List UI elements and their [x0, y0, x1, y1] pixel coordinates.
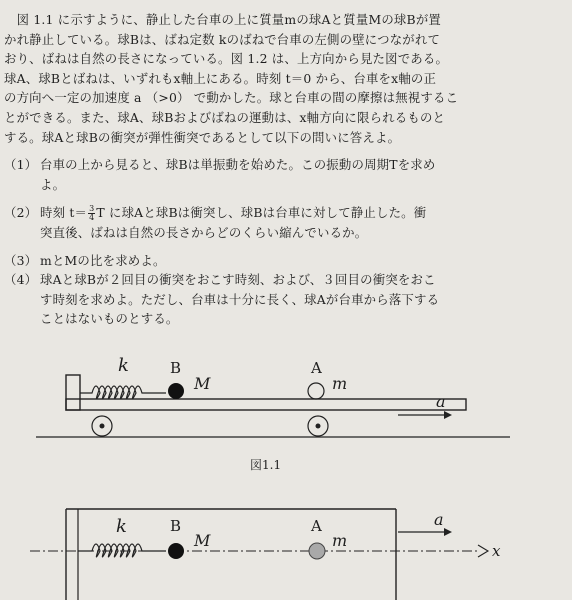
fraction-three-quarters: $\frac{3}{4}$ — [89, 204, 95, 222]
accel-arrowhead — [444, 411, 452, 419]
intro-paragraph — [4, 10, 544, 147]
x-axis-label: x — [492, 542, 501, 560]
question-1-line-2: よ。 — [40, 176, 66, 192]
intro-line-4: 球A、球Bとばねは、いずれもx軸上にある。時刻 t＝0 から、台車をx軸の正 — [4, 70, 437, 86]
mass-m-small-label: m — [332, 374, 348, 393]
question-3 — [0, 251, 572, 271]
cart-left-wall — [66, 375, 80, 410]
intro-line-6: とができる。また、球A、球Bおよびばねの運動は、x軸方向に限られるものと — [4, 109, 446, 125]
question-1-number: （1） — [4, 157, 38, 172]
question-1-line-1: 台車の上から見ると、球Bは単振動を始めた。この振動の周期Tを求め — [40, 157, 436, 172]
wheel-right — [308, 416, 328, 436]
wheel-left — [92, 416, 112, 436]
intro-line-1: 図 1.1 に示すように、静止した台車の上に質量mの球Aと質量Mの球Bが置 — [4, 12, 441, 27]
spring-k-label: k — [116, 516, 127, 537]
question-4-line-1: 球Aと球Bが２回目の衝突をおこす時刻、および、３回目の衝突をおこ — [40, 272, 436, 287]
question-4-line-2: す時刻を求めよ。ただし、台車は十分に長く、球Aが台車から落下する — [40, 291, 440, 307]
question-4-line-3: ことはないものとする。 — [40, 311, 179, 327]
ball-a-label: A — [311, 517, 322, 535]
ball-b — [168, 383, 184, 399]
mass-m-label: M — [194, 531, 211, 550]
question-2-line-1 — [40, 203, 545, 223]
question-2-number: （2） — [4, 205, 38, 220]
question-4-number: （4） — [4, 272, 38, 287]
spring-k-label: k — [118, 355, 129, 376]
mass-m-label: M — [194, 374, 211, 393]
ball-b — [168, 543, 184, 559]
ball-a — [309, 543, 325, 559]
question-2-line-2: 突直後、ばねは自然の長さからどのくらい縮んでいるか。 — [40, 224, 368, 240]
question-1 — [0, 155, 572, 195]
question-2-pre: 時刻 t＝ — [40, 205, 88, 220]
mass-m-small-label: m — [332, 531, 348, 550]
ball-a-label: A — [311, 359, 322, 377]
figure-1-2 — [0, 505, 572, 600]
ball-b-label: B — [170, 517, 182, 535]
intro-line-7: する。球Aと球Bの衝突が弾性衝突であるとして以下の問いに答えよ。 — [4, 129, 401, 145]
spring — [78, 544, 166, 557]
intro-line-3: おり、ばねは自然の長さになっている。図 1.2 は、上方向から見た図である。 — [4, 51, 449, 67]
question-2-post: T に球Aと球Bは衝突し、球Bは台車に対して静止した。衝 — [96, 205, 427, 220]
figure-1-1-caption: 図1.1 — [250, 458, 282, 472]
accel-label: a — [434, 510, 444, 529]
question-2 — [0, 203, 572, 247]
intro-line-5: の方向へ一定の加速度 a （>0） で動かした。球と台車の間の摩擦は無視するこ — [4, 90, 459, 106]
figure-1-1 — [0, 345, 572, 455]
ball-b-label: B — [170, 359, 182, 377]
x-axis-arrowhead — [478, 545, 488, 557]
question-3-line-1: mとMの比を求めよ。 — [40, 253, 166, 268]
ball-a — [308, 383, 324, 399]
question-3-number: （3） — [4, 253, 38, 268]
spring — [80, 386, 166, 399]
question-4 — [0, 270, 572, 330]
accel-label: a — [436, 392, 446, 411]
accel-arrowhead — [444, 528, 452, 536]
cart-platform — [66, 399, 466, 410]
intro-line-2: かれ静止している。球Bは、ばね定数 kのばねで台車の左側の壁につながれて — [4, 31, 441, 47]
